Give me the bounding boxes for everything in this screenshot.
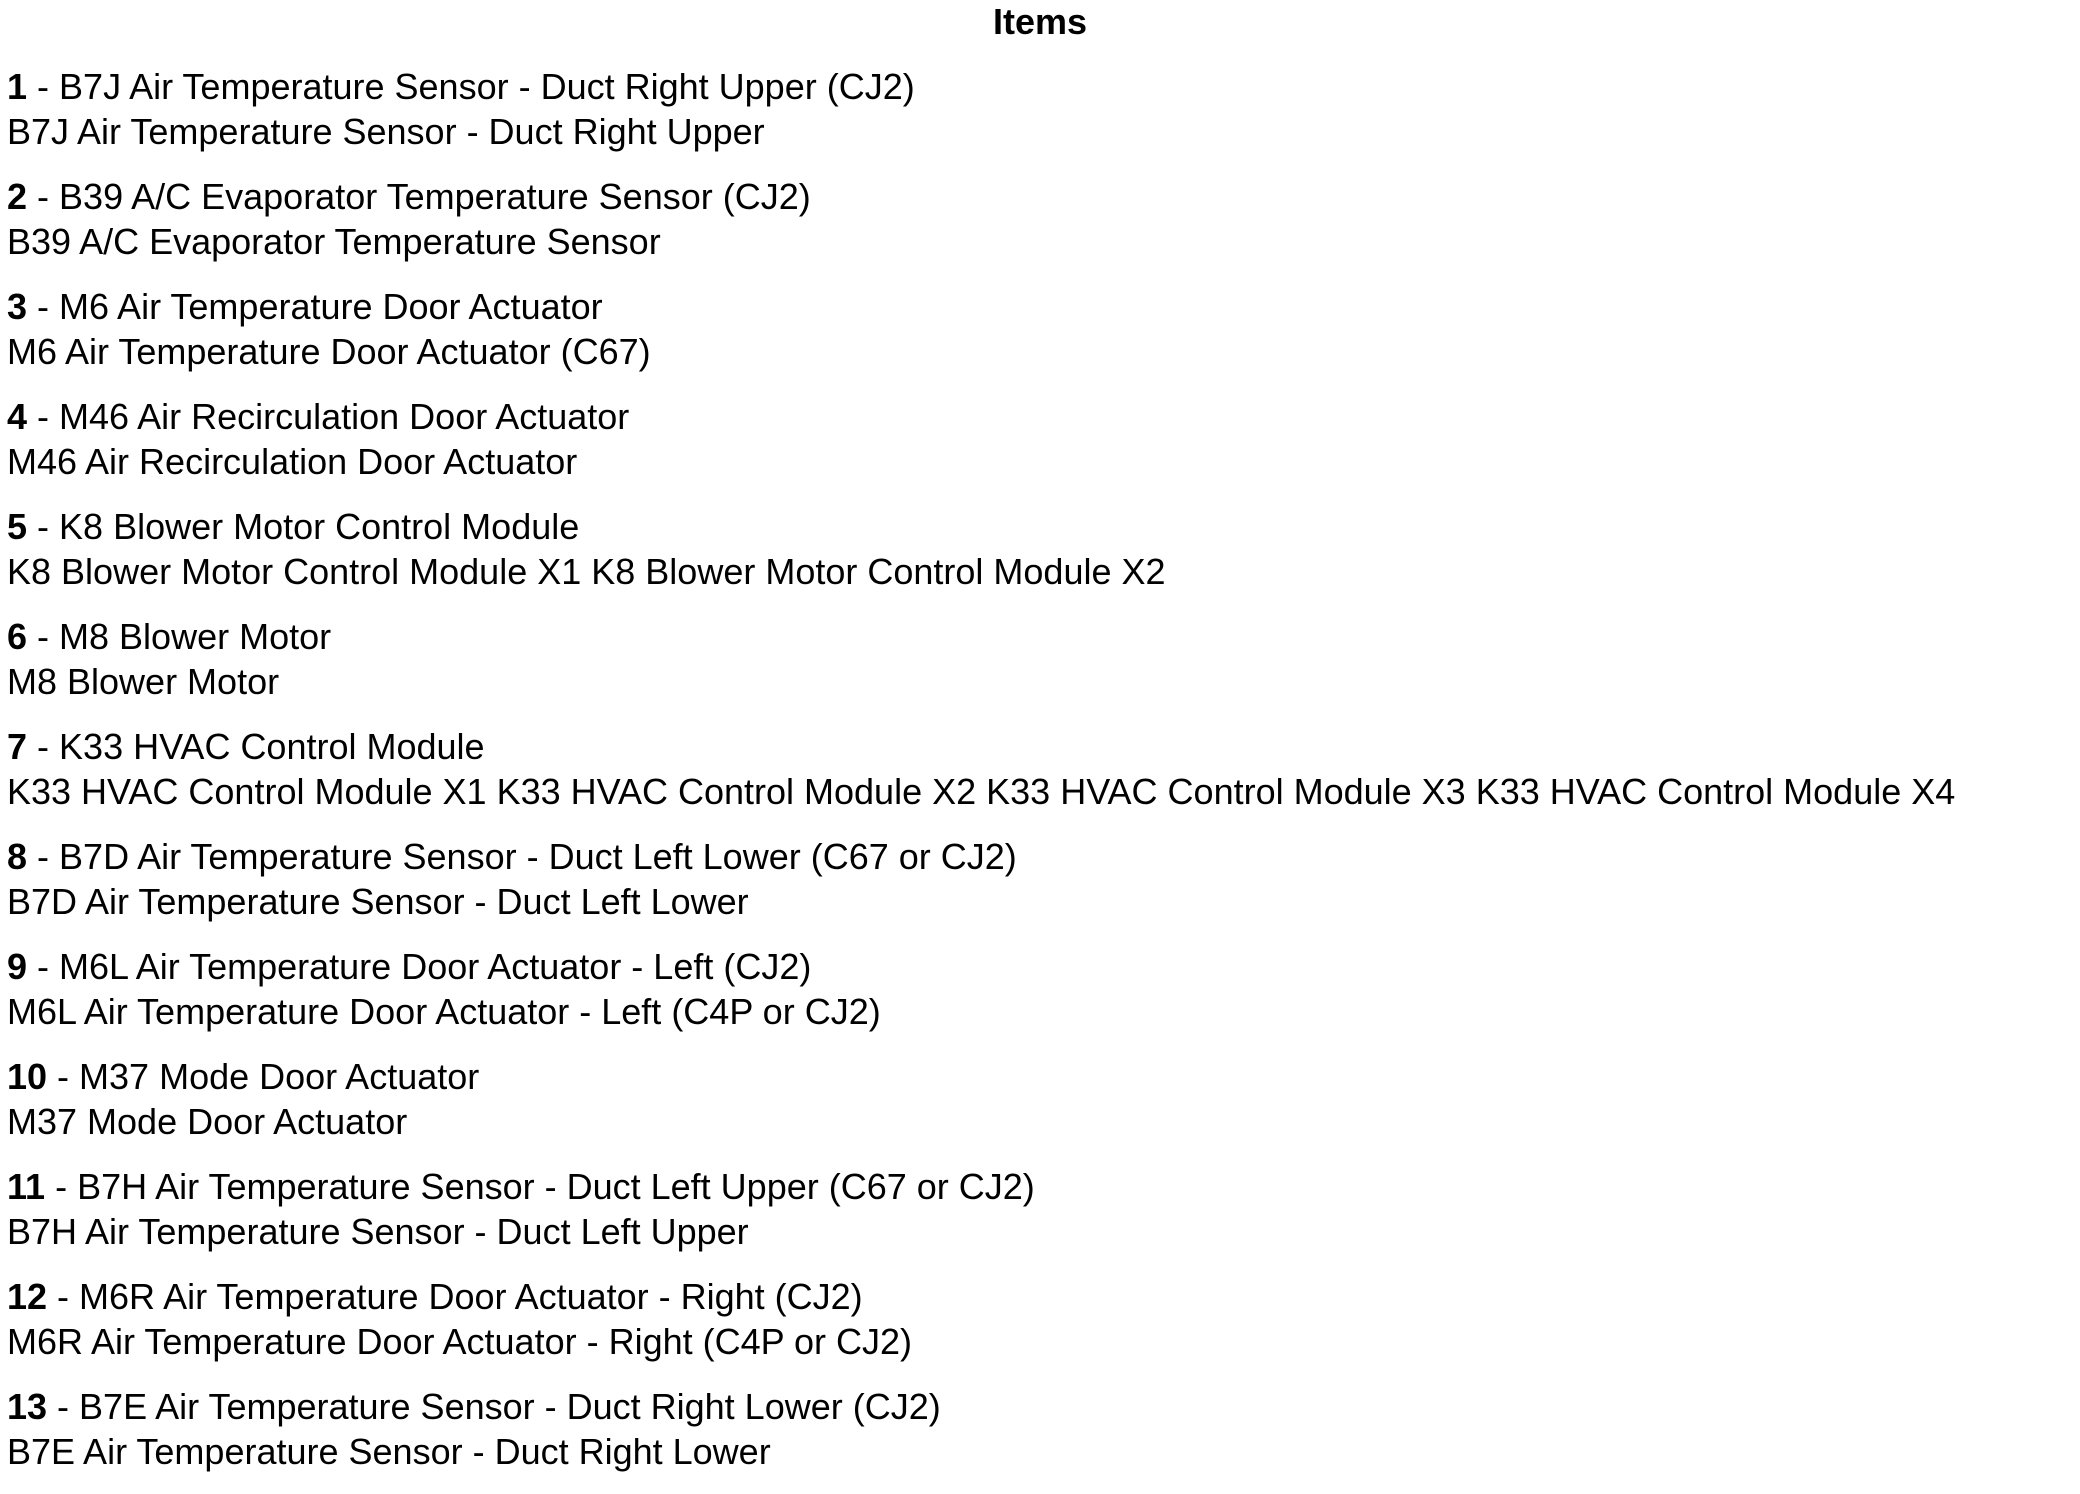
item-number: 9	[7, 946, 28, 987]
list-item	[7, 284, 2075, 394]
item-title: B7H Air Temperature Sensor - Duct Left Upper (C67 or CJ2)	[77, 1166, 1035, 1207]
item-title-line: 13 - B7E Air Temperature Sensor - Duct Right Lower (CJ2)	[7, 1386, 941, 1427]
item-detail: M6L Air Temperature Door Actuator - Left (C4P or CJ2)	[7, 991, 881, 1032]
item-title: B39 A/C Evaporator Temperature Sensor (CJ2)	[59, 176, 811, 217]
item-number: 8	[7, 836, 28, 877]
item-detail: K8 Blower Motor Control Module X1 K8 Blower Motor Control Module X2	[7, 551, 1166, 592]
list-item	[7, 64, 2075, 174]
list-item	[7, 614, 2075, 724]
item-number: 6	[7, 616, 28, 657]
item-detail: B7D Air Temperature Sensor - Duct Left Lower	[7, 881, 749, 922]
item-title: K33 HVAC Control Module	[59, 726, 485, 767]
item-title: B7D Air Temperature Sensor - Duct Left Lower (C67 or CJ2)	[59, 836, 1017, 877]
list-item	[7, 724, 2075, 834]
item-detail: M6R Air Temperature Door Actuator - Right (C4P or CJ2)	[7, 1321, 913, 1362]
item-title: M6L Air Temperature Door Actuator - Left (CJ2)	[59, 946, 812, 987]
item-title-line: 7 - K33 HVAC Control Module	[7, 726, 485, 767]
item-detail: M46 Air Recirculation Door Actuator	[7, 441, 578, 482]
list-item	[7, 174, 2075, 284]
page-title: Items	[992, 1, 1088, 42]
item-title-line: 6 - M8 Blower Motor	[7, 616, 332, 657]
list-item	[7, 1164, 2075, 1274]
item-detail: B7H Air Temperature Sensor - Duct Left Upper	[7, 1211, 749, 1252]
item-detail: B39 A/C Evaporator Temperature Sensor	[7, 221, 661, 262]
list-item	[7, 834, 2075, 944]
item-number: 4	[7, 396, 28, 437]
item-title-line: 9 - M6L Air Temperature Door Actuator - Left (CJ2)	[7, 946, 812, 987]
item-title-line: 1 - B7J Air Temperature Sensor - Duct Right Upper (CJ2)	[7, 66, 915, 107]
item-title: M37 Mode Door Actuator	[79, 1056, 480, 1097]
item-number: 11	[7, 1166, 46, 1207]
item-detail: K33 HVAC Control Module X1 K33 HVAC Control Module X2 K33 HVAC Control Module X3 K33 HVAC Control Module X4	[7, 771, 1956, 812]
list-item	[7, 1274, 2075, 1384]
item-number: 2	[7, 176, 28, 217]
item-title: M6R Air Temperature Door Actuator - Right (CJ2)	[79, 1276, 863, 1317]
item-number: 3	[7, 286, 28, 327]
item-title-line: 5 - K8 Blower Motor Control Module	[7, 506, 580, 547]
item-title: M8 Blower Motor	[59, 616, 332, 657]
item-number: 13	[7, 1386, 48, 1427]
item-title: M6 Air Temperature Door Actuator	[59, 286, 603, 327]
item-number: 1	[7, 66, 28, 107]
item-title: M46 Air Recirculation Door Actuator	[59, 396, 630, 437]
item-number: 10	[7, 1056, 48, 1097]
list-item	[7, 394, 2075, 504]
item-number: 5	[7, 506, 28, 547]
item-title-line: 8 - B7D Air Temperature Sensor - Duct Left Lower (C67 or CJ2)	[7, 836, 1017, 877]
item-title-line: 10 - M37 Mode Door Actuator	[7, 1056, 480, 1097]
item-detail: B7J Air Temperature Sensor - Duct Right Upper	[7, 111, 765, 152]
item-title-line: 3 - M6 Air Temperature Door Actuator	[7, 286, 603, 327]
list-item	[7, 944, 2075, 1054]
item-number: 7	[7, 726, 28, 767]
item-number: 12	[7, 1276, 48, 1317]
item-title-line: 12 - M6R Air Temperature Door Actuator - Right (CJ2)	[7, 1276, 863, 1317]
item-detail: M37 Mode Door Actuator	[7, 1101, 408, 1142]
item-title-line: 4 - M46 Air Recirculation Door Actuator	[7, 396, 630, 437]
item-title: B7E Air Temperature Sensor - Duct Right Lower (CJ2)	[79, 1386, 941, 1427]
items-list	[7, 64, 2075, 1494]
list-item	[7, 504, 2075, 614]
item-title: K8 Blower Motor Control Module	[59, 506, 580, 547]
list-item	[7, 1384, 2075, 1494]
item-detail: M6 Air Temperature Door Actuator (C67)	[7, 331, 651, 372]
item-title-line: 11 - B7H Air Temperature Sensor - Duct Left Upper (C67 or CJ2)	[7, 1166, 1035, 1207]
item-title: B7J Air Temperature Sensor - Duct Right Upper (CJ2)	[59, 66, 915, 107]
item-detail: M8 Blower Motor	[7, 661, 280, 702]
item-title-line: 2 - B39 A/C Evaporator Temperature Sensor (CJ2)	[7, 176, 811, 217]
item-detail: B7E Air Temperature Sensor - Duct Right Lower	[7, 1431, 771, 1472]
list-item	[7, 1054, 2075, 1164]
